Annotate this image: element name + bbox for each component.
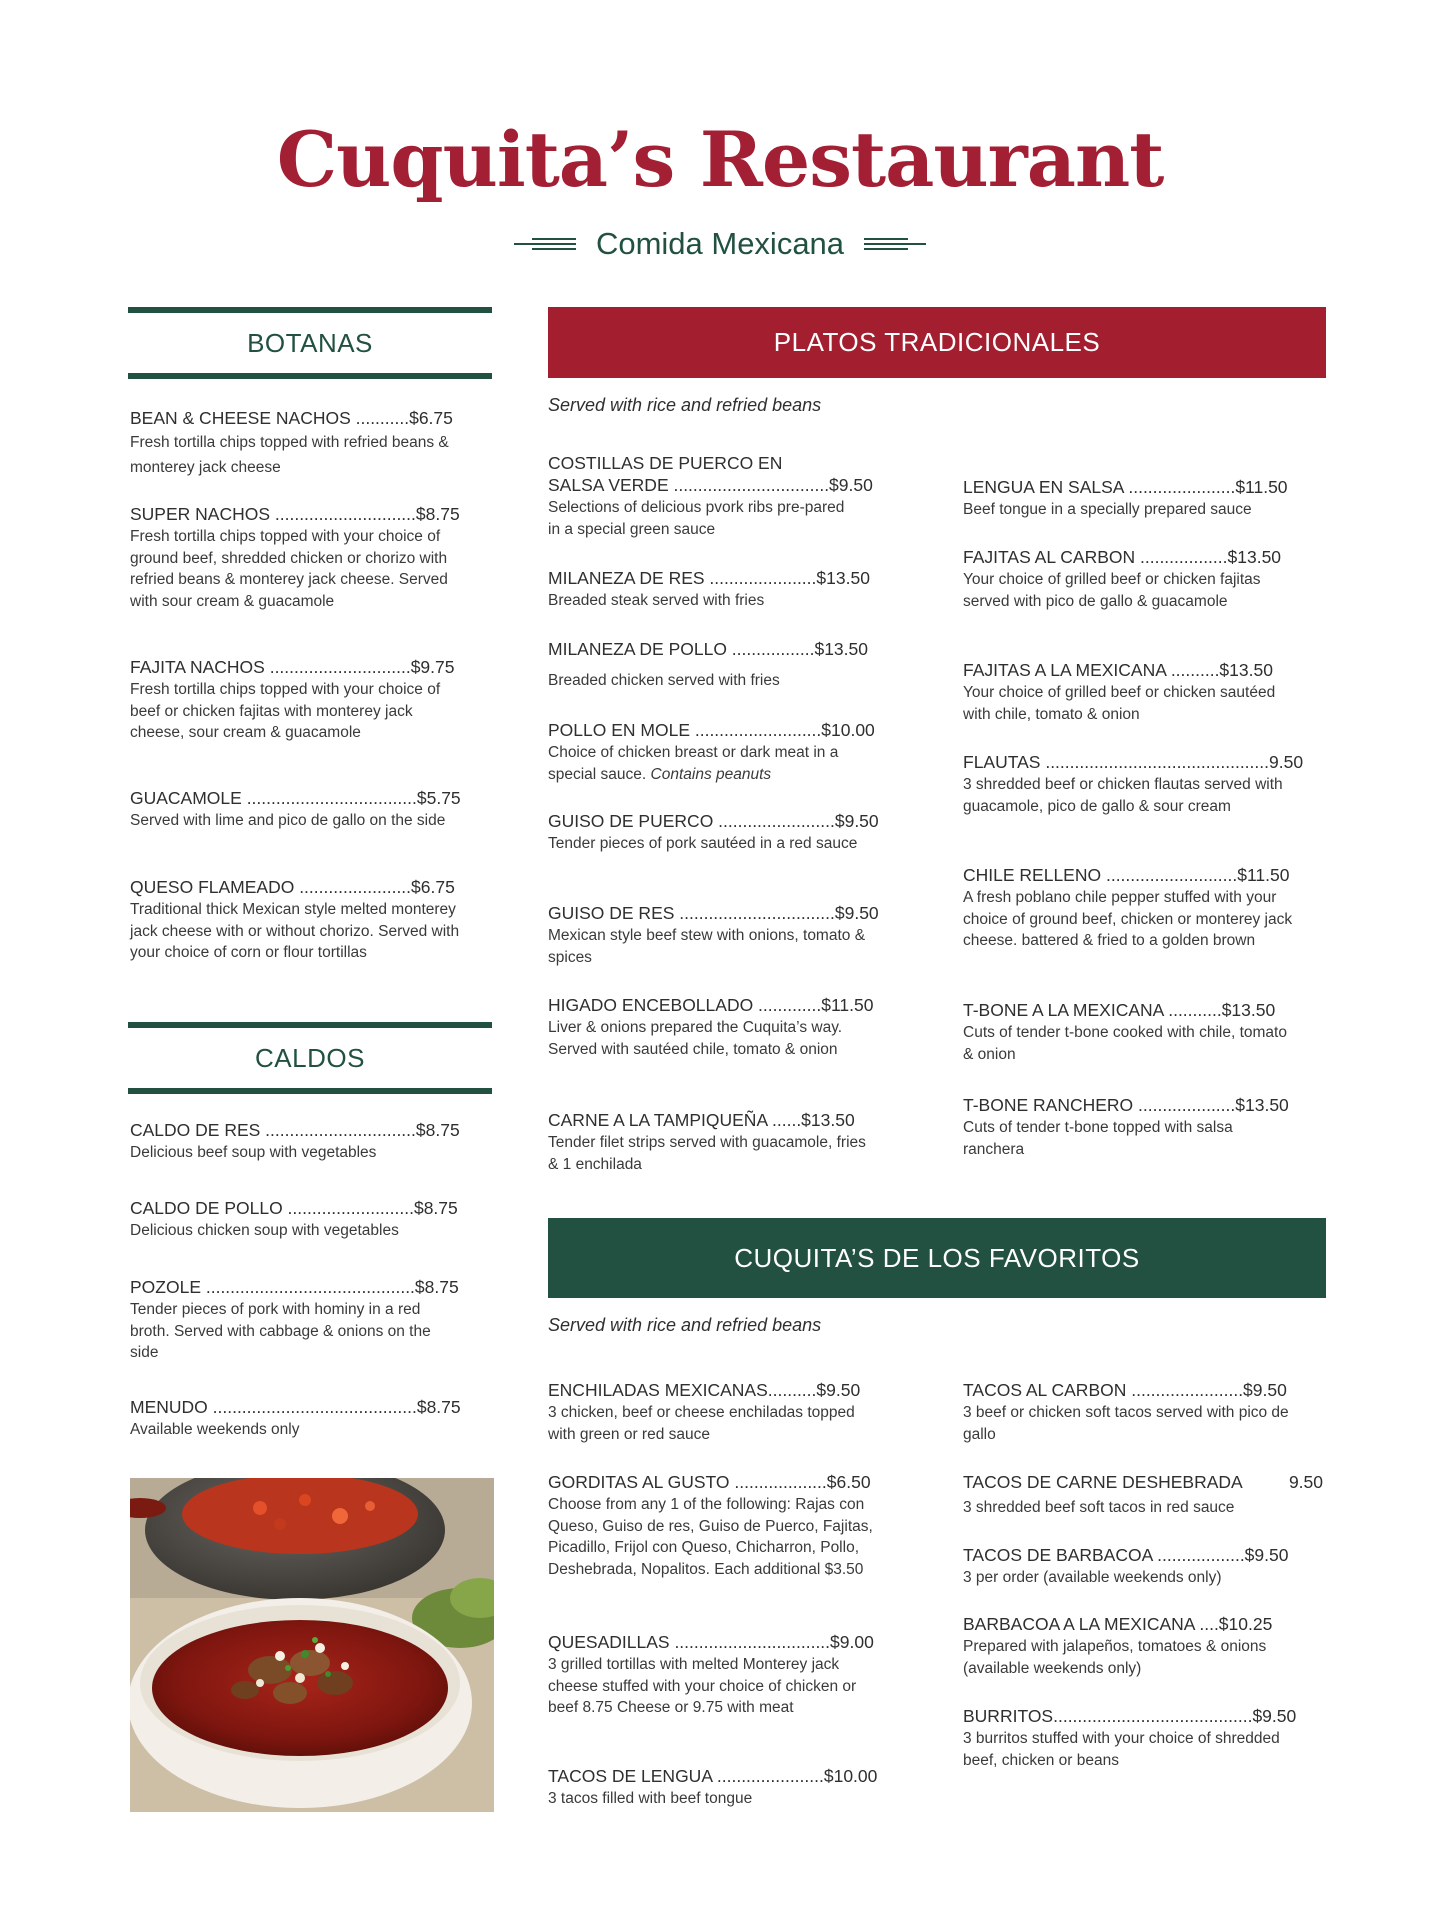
menu-item <box>963 1544 1293 1589</box>
menu-item <box>548 1109 878 1175</box>
menu-item <box>548 567 878 612</box>
favoritos-note: Served with rice and refried beans <box>548 1315 822 1335</box>
menu-item <box>963 1094 1293 1160</box>
item-name-price: FAJITAS AL CARBON ..................$13.50 <box>963 547 1282 567</box>
item-description: 3 per order (available weekends only) <box>963 1569 1222 1586</box>
item-description: Selections of delicious pvork ribs pre-pared in a special green sauce <box>548 499 845 538</box>
pozole-soup-photo <box>130 1478 494 1812</box>
menu-item <box>548 1471 888 1580</box>
item-name-price: FAJITAS A LA MEXICANA ..........$13.50 <box>963 660 1273 680</box>
item-description: 3 grilled tortillas with melted Monterey jack cheese stuffed with your choice of chicken or beef 8.75 Cheese or 9.75 with meat <box>548 1656 857 1716</box>
menu-item <box>963 1379 1293 1445</box>
item-description: Delicious beef soup with vegetables <box>130 1144 377 1161</box>
item-name-price: GUISO DE RES ................................$9.50 <box>548 903 879 923</box>
item-name-price: GUACAMOLE ...................................$5.75 <box>130 788 461 808</box>
item-name-price: TACOS DE BARBACOA ..................$9.50 <box>963 1545 1289 1565</box>
pozole-soup-photo-illustration <box>130 1478 494 1812</box>
item-description: Your choice of grilled beef or chicken sautéed with chile, tomato & onion <box>963 684 1276 723</box>
item-name-price: BEAN & CHEESE NACHOS ...........$6.75 <box>130 408 453 428</box>
item-name-price: POZOLE ...........................................$8.75 <box>130 1277 459 1297</box>
menu-item <box>548 1379 878 1445</box>
item-name-price: SALSA VERDE ................................$9.50 <box>548 475 873 495</box>
item-name-price: TACOS AL CARBON .......................$9.50 <box>963 1380 1287 1400</box>
menu-item <box>130 407 460 480</box>
item-description: Mexican style beef stew with onions, tomato & spices <box>548 927 866 966</box>
menu-item <box>963 999 1293 1065</box>
menu-item <box>963 751 1304 817</box>
item-description: Cuts of tender t-bone cooked with chile, tomato & onion <box>963 1024 1287 1063</box>
item-name-price: FLAUTAS ..............................................9.50 <box>963 752 1304 772</box>
menu-item <box>963 864 1293 952</box>
item-description: Served with lime and pico de gallo on the side <box>130 812 446 829</box>
menu-item <box>963 1471 1326 1519</box>
menu-item <box>130 876 460 964</box>
menu-item <box>548 994 878 1060</box>
menu-item <box>130 503 460 612</box>
item-name-price: MILANEZA DE RES ......................$13.50 <box>548 568 870 588</box>
menu-item <box>963 1613 1293 1679</box>
item-description: Tender pieces of pork with hominy in a red broth. Served with cabbage & onions on the side <box>130 1301 431 1361</box>
item-description: Liver & onions prepared the Cuquita’s way. Served with sautéed chile, tomato & onion <box>548 1019 843 1058</box>
caldos-heading: CALDOS <box>128 1022 492 1094</box>
item-name-price: POLLO EN MOLE ..........................$10.00 <box>548 720 875 740</box>
botanas-heading: BOTANAS <box>128 307 492 379</box>
item-name-price: CALDO DE POLLO ..........................$8.75 <box>130 1198 458 1218</box>
item-description: Fresh tortilla chips topped with your choice of beef or chicken fajitas with monterey jack cheese, sour cream & guacamole <box>130 681 441 741</box>
item-name-price: CHILE RELLENO ...........................$11.50 <box>963 865 1290 885</box>
item-name-price: QUESADILLAS ................................$9.00 <box>548 1632 874 1652</box>
item-name-price: T-BONE RANCHERO ....................$13.50 <box>963 1095 1289 1115</box>
item-name-price: SUPER NACHOS .............................$8.75 <box>130 504 460 524</box>
platos-note: Served with rice and refried beans <box>548 395 822 415</box>
item-name-price: QUESO FLAMEADO .......................$6.75 <box>130 877 455 897</box>
item-description: 3 shredded beef or chicken flautas served with guacamole, pico de gallo & sour cream <box>963 776 1283 815</box>
menu-item <box>130 1276 460 1364</box>
item-description: Beef tongue in a specially prepared sauce <box>963 501 1252 518</box>
item-description: Tender pieces of pork sautéed in a red sauce <box>548 835 858 852</box>
item-name-price: BARBACOA A LA MEXICANA ....$10.25 <box>963 1614 1273 1634</box>
decorative-lines-right-icon <box>864 237 926 251</box>
item-name-price: BURRITOS.........................................$9.50 <box>963 1706 1297 1726</box>
item-description: Cuts of tender t-bone topped with salsa ranchera <box>963 1119 1233 1158</box>
item-description: Traditional thick Mexican style melted monterey jack cheese with or without chorizo. Served with your choice of corn or flour tortillas <box>130 901 460 961</box>
item-description: 3 chicken, beef or cheese enchiladas topped with green or red sauce <box>548 1404 855 1443</box>
item-name-price: FAJITA NACHOS .............................$9.75 <box>130 657 455 677</box>
item-name-price-row <box>963 1471 1326 1493</box>
item-name-price: MENUDO ..........................................$8.75 <box>130 1397 461 1417</box>
menu-item <box>130 1396 460 1441</box>
subtitle-row <box>0 228 1440 259</box>
menu-item <box>548 452 888 540</box>
item-description: Breaded steak served with fries <box>548 592 765 609</box>
item-name-price: LENGUA EN SALSA ......................$11.50 <box>963 477 1288 497</box>
menu-item <box>963 546 1293 612</box>
item-description: Fresh tortilla chips topped with refried beans & monterey jack cheese <box>130 434 449 476</box>
item-description: A fresh poblano chile pepper stuffed with your choice of ground beef, chicken or monterey jack cheese. battered & fried to a golden brown <box>963 889 1293 949</box>
item-description: 3 shredded beef soft tacos in red sauce <box>963 1499 1235 1516</box>
item-description: Choose from any 1 of the following: Rajas con Queso, Guiso de res, Guiso de Puerco, Fajitas, Picadillo, Frijol con Queso, Chicharron, Pollo, Deshebrada, Nopalitos. Each additional $3.50 <box>548 1496 873 1578</box>
menu-item <box>130 1119 460 1164</box>
item-description: Fresh tortilla chips topped with your choice of ground beef, shredded chicken or chorizo with refried beans & monterey jack cheese. Served with sour cream & guacamole <box>130 528 448 610</box>
menu-item <box>548 719 878 785</box>
item-description: Available weekends only <box>130 1421 300 1438</box>
item-name-price: T-BONE A LA MEXICANA ...........$13.50 <box>963 1000 1276 1020</box>
item-description: Tender filet strips served with guacamole, fries & 1 enchilada <box>548 1134 866 1173</box>
item-name-line-1: COSTILLAS DE PUERCO EN <box>548 453 783 473</box>
menu-item <box>130 1197 460 1242</box>
platos-tradicionales-heading: PLATOS TRADICIONALES <box>548 307 1326 378</box>
favoritos-heading: CUQUITA’S DE LOS FAVORITOS <box>548 1218 1326 1298</box>
item-description: Breaded chicken served with fries <box>548 672 780 689</box>
menu-item <box>548 810 878 855</box>
menu-item <box>130 787 460 832</box>
item-name: TACOS DE CARNE DESHEBRADA <box>963 1472 1243 1492</box>
item-name-price: TACOS DE LENGUA ......................$10.00 <box>548 1766 878 1786</box>
item-price: 9.50 <box>1288 1472 1323 1492</box>
menu-item <box>963 659 1293 725</box>
item-name-price: CALDO DE RES ...............................$8.75 <box>130 1120 460 1140</box>
item-name-price: MILANEZA DE POLLO .................$13.50 <box>548 639 868 659</box>
allergen-note: Contains peanuts <box>650 765 772 783</box>
menu-item <box>963 1705 1297 1771</box>
restaurant-title: Cuquita’s Restaurant <box>276 115 1164 204</box>
menu-item <box>548 1765 878 1810</box>
item-name-price: CARNE A LA TAMPIQUEÑA ......$13.50 <box>548 1110 855 1130</box>
item-description: 3 beef or chicken soft tacos served with pico de gallo <box>963 1404 1289 1443</box>
menu-item <box>548 638 878 692</box>
item-name-price: ENCHILADAS MEXICANAS..........$9.50 <box>548 1380 861 1400</box>
item-description: Prepared with jalapeños, tomatoes & onions (available weekends only) <box>963 1638 1267 1677</box>
menu-item <box>963 476 1293 521</box>
decorative-lines-left-icon <box>514 237 576 251</box>
item-name-price: HIGADO ENCEBOLLADO .............$11.50 <box>548 995 874 1015</box>
item-description: 3 tacos filled with beef tongue <box>548 1790 753 1807</box>
menu-item <box>548 1631 878 1719</box>
item-name-price: GUISO DE PUERCO ........................$9.50 <box>548 811 879 831</box>
item-name-price: GORDITAS AL GUSTO ...................$6.50 <box>548 1472 871 1492</box>
menu-item <box>130 656 460 744</box>
item-description: Your choice of grilled beef or chicken fajitas served with pico de gallo & guacamole <box>963 571 1261 610</box>
item-description: Choice of chicken breast or dark meat in a special sauce. Contains peanuts <box>548 744 839 783</box>
item-description: 3 burritos stuffed with your choice of shredded beef, chicken or beans <box>963 1730 1280 1769</box>
menu-item <box>548 902 878 968</box>
item-description: Delicious chicken soup with vegetables <box>130 1222 399 1239</box>
restaurant-subtitle: Comida Mexicana <box>595 226 845 261</box>
